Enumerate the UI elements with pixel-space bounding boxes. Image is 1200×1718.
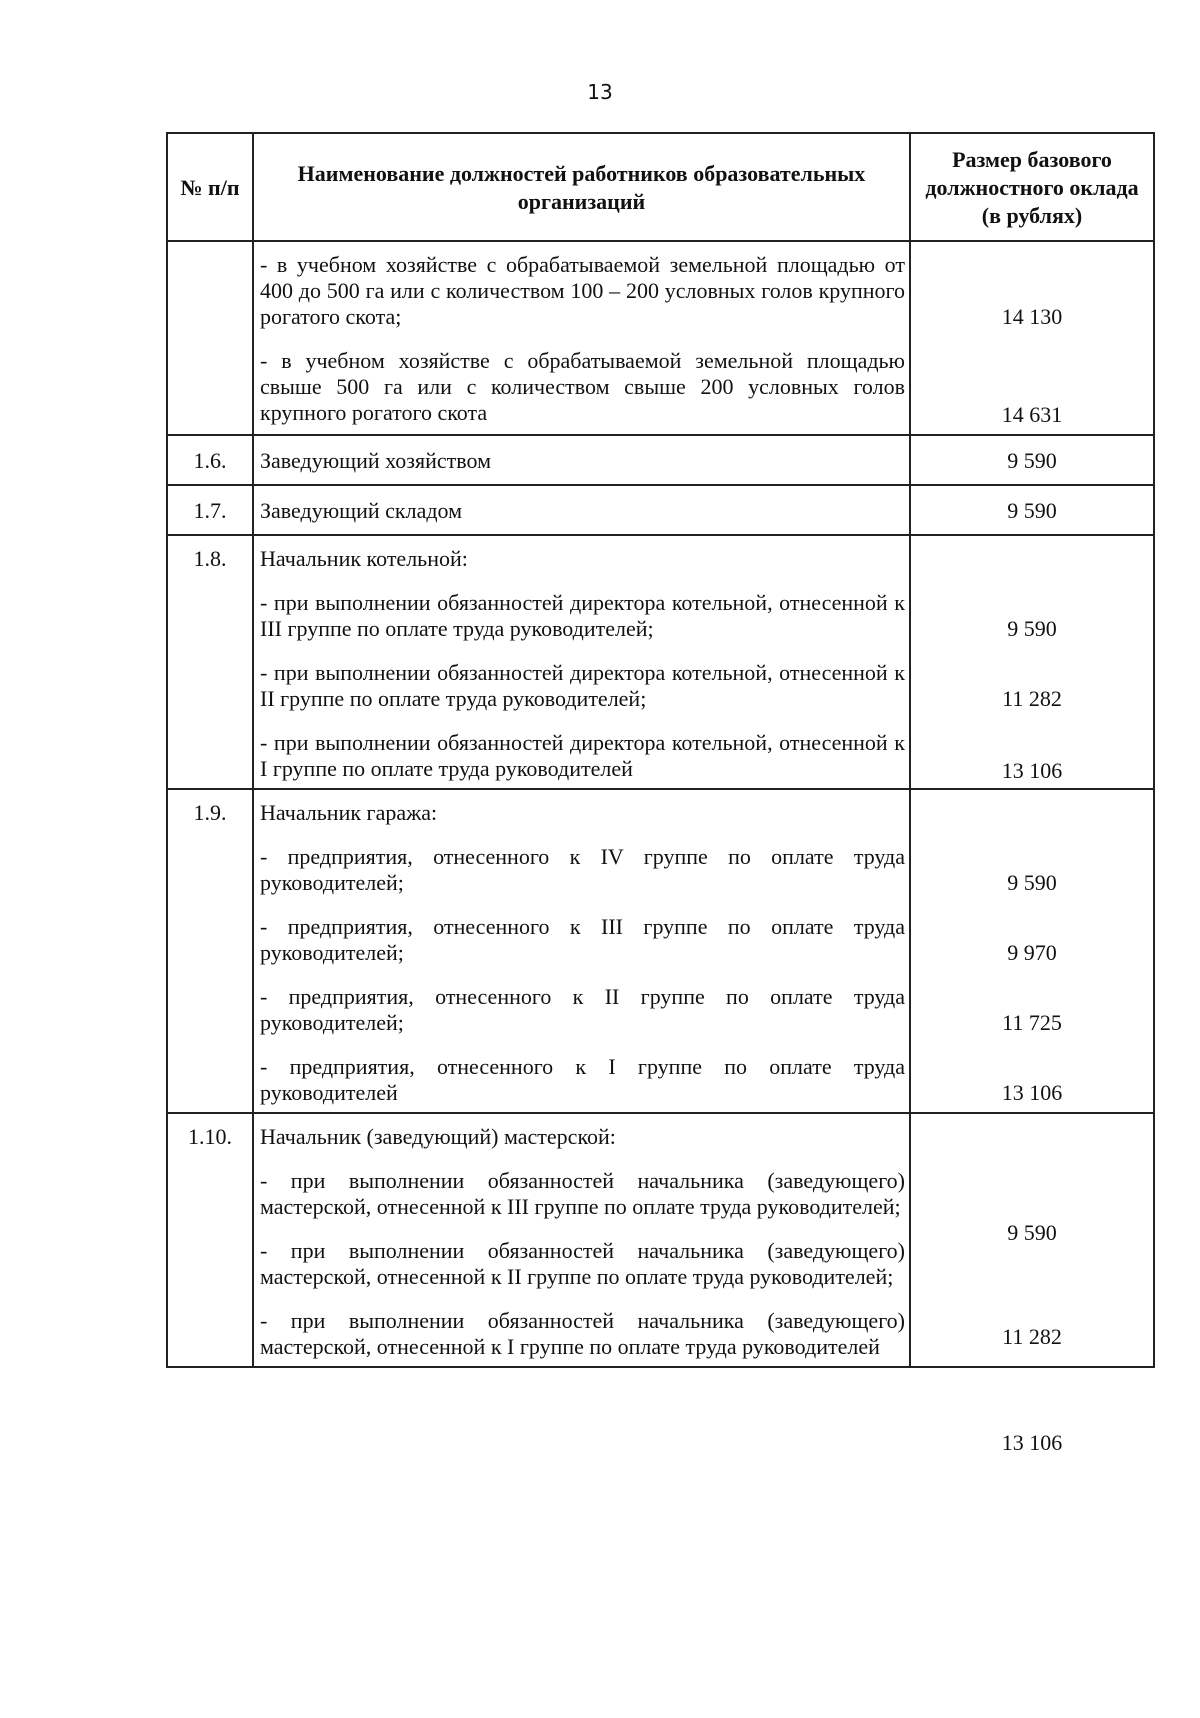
salary-value: 9 970 [1007, 940, 1057, 965]
list-item: - в учебном хозяйстве с обрабатываемой земельной площадью свыше 500 га или с количеством свыше 200 условных голов крупного рогатого скота [260, 348, 905, 425]
row-position-title: Заведующий хозяйством [253, 435, 910, 485]
table-header-row [167, 133, 1154, 241]
row-number [167, 241, 253, 435]
salary-value: 13 106 [1001, 1080, 1063, 1105]
salary-value: 9 590 [1007, 616, 1057, 641]
salary-table [166, 132, 1155, 1455]
salary-value: 13 106 [1001, 1430, 1063, 1455]
list-item: - предприятия, отнесенного к I группе по оплате труда руководителей [260, 1054, 905, 1105]
row-salary-cell [910, 789, 1154, 1113]
row-number: 1.6. [167, 435, 253, 485]
row-position-title: Начальник гаража: [260, 800, 438, 825]
list-item: - предприятия, отнесенного к IV группе по оплате труда руководителей; [260, 844, 905, 895]
header-position-name: Наименование должностей работников образовательных организаций [253, 133, 910, 241]
list-item: - при выполнении обязанностей начальника (заведующего) мастерской, отнесенной к I группе по оплате труда руководителей [260, 1308, 905, 1359]
page-number: 13 [587, 80, 613, 104]
salary-value: 9 590 [910, 435, 1154, 485]
salary-value: 11 725 [1002, 1010, 1062, 1035]
list-item: - при выполнении обязанностей начальника (заведующего) мастерской, отнесенной к II группе по оплате труда руководителей; [260, 1238, 905, 1289]
row-position-cell [253, 1113, 910, 1367]
salary-value: 11 282 [1002, 686, 1062, 711]
table-row [167, 241, 1154, 435]
row-position-title: Начальник котельной: [260, 546, 468, 571]
row-position-title: Начальник (заведующий) мастерской: [260, 1124, 616, 1149]
row-salary-cell [910, 241, 1154, 435]
header-number: № п/п [167, 133, 253, 241]
list-item: - в учебном хозяйстве с обрабатываемой земельной площадью от 400 до 500 га или с количеством 100 – 200 условных голов крупного рогатого скота; [260, 252, 905, 329]
table-row [167, 789, 1154, 1113]
salary-value: 14 631 [1001, 402, 1063, 427]
list-item: - предприятия, отнесенного к III группе по оплате труда руководителей; [260, 914, 905, 965]
table-row [167, 1113, 1154, 1367]
salary-value: 14 130 [1001, 304, 1063, 329]
header-salary: Размер базового должностного оклада (в рублях) [910, 133, 1154, 241]
table-row [167, 485, 1154, 535]
list-item: - при выполнении обязанностей директора котельной, отнесенной к I группе по оплате труда руководителей [260, 730, 905, 781]
row-position-cell [253, 789, 910, 1113]
row-number: 1.9. [167, 789, 253, 1113]
row-number: 1.8. [167, 535, 253, 789]
row-position-cell [253, 241, 910, 435]
list-item: - при выполнении обязанностей директора котельной, отнесенной к II группе по оплате труда руководителей; [260, 660, 905, 711]
salary-value: 9 590 [1007, 1220, 1057, 1245]
salary-value: 11 282 [1002, 1324, 1062, 1349]
salary-value: 9 590 [910, 485, 1154, 535]
list-item: - при выполнении обязанностей начальника (заведующего) мастерской, отнесенной к III группе по оплате труда руководителей; [260, 1168, 905, 1219]
salary-value: 9 590 [1007, 870, 1057, 895]
row-number: 1.7. [167, 485, 253, 535]
row-salary-cell [910, 1113, 1154, 1455]
salary-value: 13 106 [1001, 758, 1063, 783]
row-number: 1.10. [167, 1113, 253, 1367]
row-position-title: Заведующий складом [253, 485, 910, 535]
list-item: - предприятия, отнесенного к II группе по оплате труда руководителей; [260, 984, 905, 1035]
table-row [167, 535, 1154, 789]
list-item: - при выполнении обязанностей директора котельной, отнесенной к III группе по оплате труда руководителей; [260, 590, 905, 641]
row-position-cell [253, 535, 910, 789]
table-row [167, 435, 1154, 485]
row-salary-cell [910, 535, 1154, 789]
